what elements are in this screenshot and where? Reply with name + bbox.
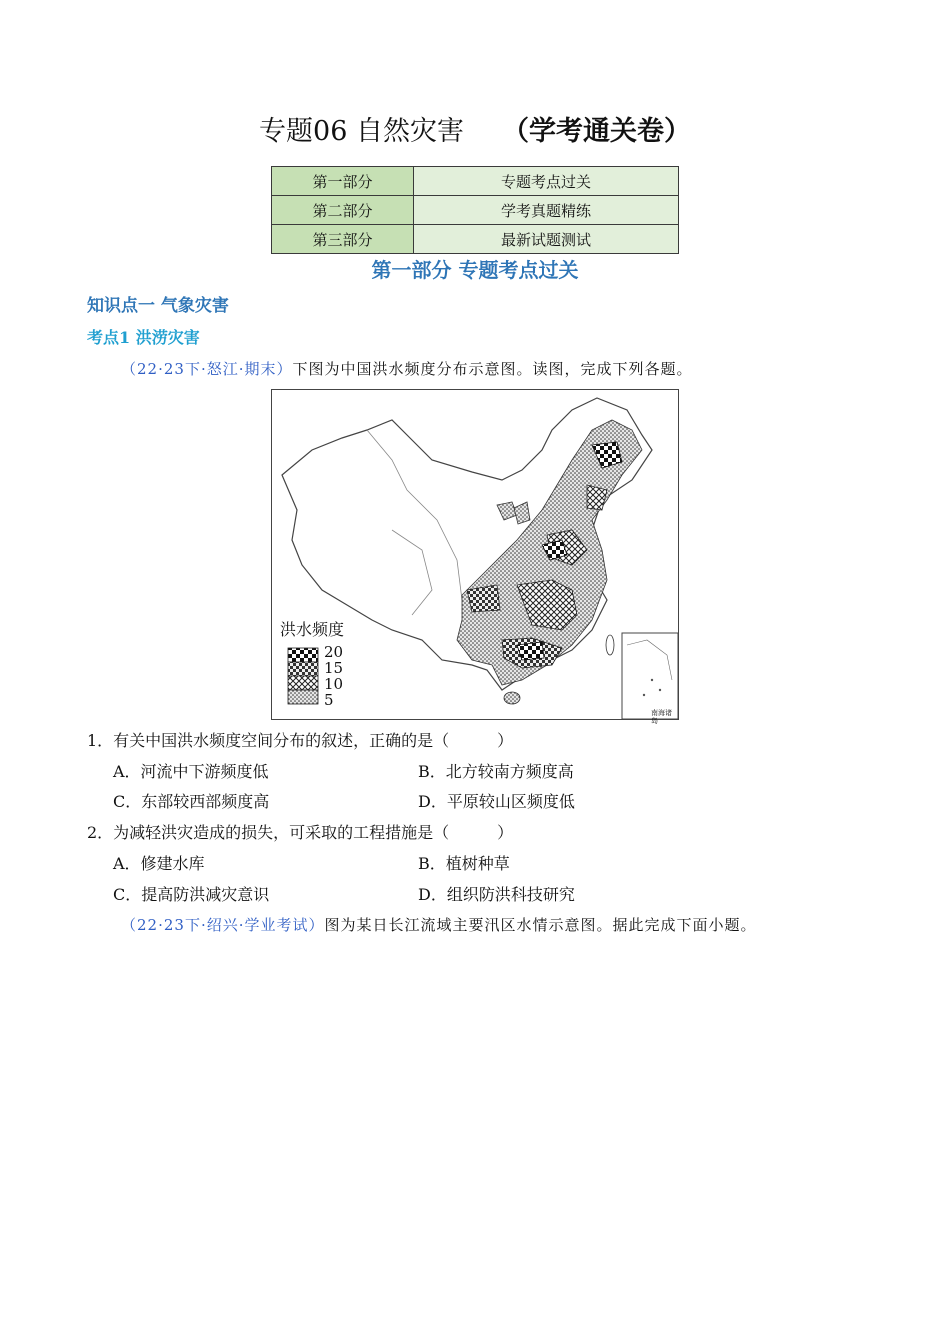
part-cell: 第一部分 (272, 167, 414, 196)
hainan-island (504, 692, 520, 704)
legend-value: 10 (324, 675, 344, 693)
part-cell: 第三部分 (272, 225, 414, 254)
flood-zone-5b (497, 502, 517, 520)
question-1-option-c: C．东部较西部频度高 (113, 792, 270, 811)
source-text: 下图为中国洪水频度分布示意图。读图，完成下列各题。 (292, 360, 693, 378)
question-1-option-d: D．平原较山区频度低 (418, 792, 575, 811)
legend-swatch-10 (288, 676, 318, 690)
question-2-option-a: A．修建水库 (113, 854, 205, 873)
legend-value: 20 (324, 643, 344, 661)
legend-value: 15 (324, 659, 344, 677)
parts-table (271, 166, 679, 254)
part-name-cell: 学考真题精练 (414, 196, 679, 225)
question-1-option-b: B．北方较南方频度高 (418, 762, 574, 781)
question-2-stem: 2．为减轻洪灾造成的损失，可采取的工程措施是（ ） (87, 823, 514, 842)
flood-zone-15b (467, 585, 500, 612)
legend-swatch-15 (288, 662, 318, 676)
part-heading: 第一部分 专题考点过关 (371, 258, 579, 282)
question-1-stem: 1．有关中国洪水频度空间分布的叙述，正确的是（ ） (87, 731, 514, 750)
part-name-cell: 最新试题测试 (414, 225, 679, 254)
legend-swatch-5 (288, 690, 318, 704)
source-line-2 (121, 913, 757, 937)
question-2-option-d: D．组织防洪科技研究 (418, 885, 575, 904)
source-tag: （22·23下·怒江·期末） (121, 360, 293, 378)
part-name-cell: 专题考点过关 (414, 167, 679, 196)
legend-title: 洪水频度 (280, 620, 345, 639)
table-row (272, 167, 679, 196)
legend-swatch-20 (288, 648, 318, 662)
part-cell: 第二部分 (272, 196, 414, 225)
question-1-option-a: A．河流中下游频度低 (113, 762, 269, 781)
legend-value: 5 (324, 691, 334, 709)
question-2-option-c: C．提高防洪减灾意识 (113, 885, 270, 904)
table-row (272, 225, 679, 254)
flood-zone-5c (514, 502, 530, 524)
inset-label: 南海诸岛 (651, 709, 672, 725)
flood-zone-20c (517, 642, 544, 660)
title-sub: （学考通关卷） (501, 116, 691, 147)
flood-frequency-map (271, 389, 679, 725)
source-line-1 (121, 357, 693, 381)
south-china-sea-inset (622, 633, 678, 719)
source-text: 图为某日长江流域主要汛区水情示意图。据此完成下面小题。 (324, 916, 757, 934)
question-2-option-b: B．植树种草 (418, 854, 510, 873)
table-row (272, 196, 679, 225)
taiwan-island (606, 635, 614, 655)
exam-point-heading: 考点1 洪涝灾害 (87, 328, 200, 347)
page-title (0, 112, 950, 152)
source-tag: （22·23下·绍兴·学业考试） (121, 916, 325, 934)
knowledge-point-heading: 知识点一 气象灾害 (87, 296, 229, 316)
title-main: 专题06 自然灾害 (259, 116, 464, 147)
